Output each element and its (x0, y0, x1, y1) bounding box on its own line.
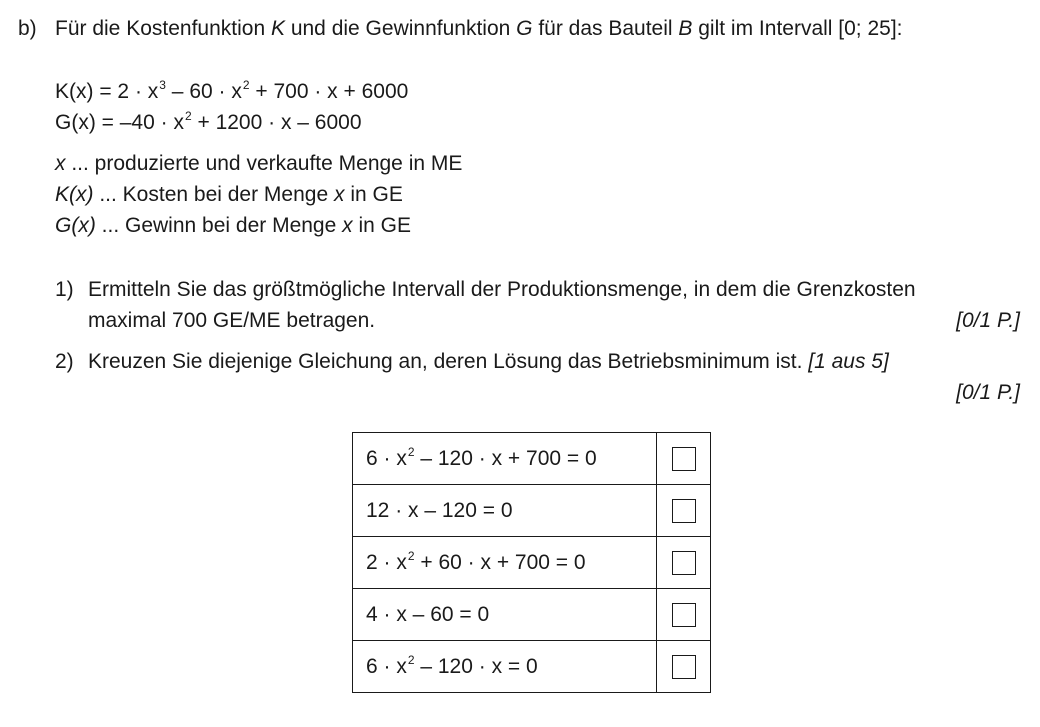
choice-checkbox-5[interactable] (672, 655, 696, 679)
choice-cell-3 (657, 537, 711, 589)
choice-3-part-a: 2 · x (366, 551, 407, 574)
choice-row (353, 641, 711, 693)
choice-3-exp: 2 (407, 549, 415, 563)
choice-4-part-a: 4 · x – 60 = 0 (366, 603, 490, 626)
cost-function-part-a: K(x) = 2 · x (55, 80, 159, 103)
task-2-number: 2) (55, 350, 74, 373)
choice-cell-2 (657, 485, 711, 537)
choice-checkbox-4[interactable] (672, 603, 696, 627)
part-label: b) (18, 17, 37, 40)
choice-row (353, 537, 711, 589)
task-2-text (88, 347, 889, 377)
task-1-line-2: maximal 700 GE/ME betragen. (88, 309, 376, 332)
choice-5-exp: 2 (407, 653, 415, 667)
def-x (55, 149, 462, 179)
profit-function-exp-1: 2 (184, 109, 192, 123)
choice-2-part-a: 12 · x – 120 = 0 (366, 499, 513, 522)
choice-equation-5 (353, 641, 657, 693)
choice-row (353, 589, 711, 641)
choice-cell-5 (657, 641, 711, 693)
def-x-text: ... produzierte und verkaufte Menge in ME (65, 152, 463, 175)
choice-equation-2 (353, 485, 657, 537)
choice-checkbox-2[interactable] (672, 499, 696, 523)
cost-function (55, 77, 408, 107)
choice-equation-3 (353, 537, 657, 589)
choice-cell-4 (657, 589, 711, 641)
choice-1-part-b: – 120 · x + 700 = 0 (414, 447, 597, 470)
def-g-unit: in GE (352, 214, 411, 237)
part-intro (55, 14, 903, 44)
intro-text-3: für das Bauteil (532, 17, 679, 40)
intro-var-g: G (516, 17, 533, 40)
task-2-tag: [1 aus 5] (808, 350, 889, 373)
task-1-points: [0/1 P.] (956, 309, 1020, 332)
choice-1-exp: 2 (407, 445, 415, 459)
choice-equation-4 (353, 589, 657, 641)
choice-checkbox-3[interactable] (672, 551, 696, 575)
choice-5-part-a: 6 · x (366, 655, 407, 678)
choice-row (353, 433, 711, 485)
def-g (55, 211, 411, 241)
def-k-text: ... Kosten bei der Menge (93, 183, 334, 206)
choice-checkbox-1[interactable] (672, 447, 696, 471)
def-g-var: G(x) (55, 214, 96, 237)
def-x-var: x (55, 152, 66, 175)
task-2-line-1: Kreuzen Sie diejenige Gleichung an, deren Lösung das Betriebsminimum ist. (88, 350, 803, 373)
intro-var-k: K (270, 17, 285, 40)
choice-1-part-a: 6 · x (366, 447, 407, 470)
task-1-line-1: Ermitteln Sie das größtmögliche Intervall der Produktionsmenge, in dem die Grenzkosten (88, 278, 916, 301)
choice-5-part-b: – 120 · x = 0 (414, 655, 538, 678)
choice-table (352, 432, 711, 693)
def-g-text: ... Gewinn bei der Menge (95, 214, 343, 237)
intro-text-1: Für die Kostenfunktion (55, 17, 271, 40)
intro-var-b: B (678, 17, 693, 40)
def-g-x: x (342, 214, 353, 237)
cost-function-part-c: + 700 · x + 6000 (249, 80, 409, 103)
cost-function-exp-1: 3 (159, 78, 166, 92)
intro-text-2: und die Gewinnfunktion (284, 17, 517, 40)
def-k-var: K(x) (55, 183, 94, 206)
def-k-unit: in GE (344, 183, 403, 206)
cost-function-exp-2: 2 (242, 78, 250, 92)
def-k-x: x (333, 183, 345, 206)
choice-equation-1 (353, 433, 657, 485)
intro-text-4: gilt im Intervall [0; 25]: (692, 17, 903, 40)
choice-row (353, 485, 711, 537)
profit-function (55, 108, 362, 138)
choice-cell-1 (657, 433, 711, 485)
task-2-points: [0/1 P.] (956, 381, 1020, 404)
profit-function-part-b: + 1200 · x – 6000 (191, 111, 362, 134)
task-1-number: 1) (55, 278, 74, 301)
cost-function-part-b: – 60 · x (165, 80, 242, 103)
def-k (55, 180, 403, 210)
choice-3-part-b: + 60 · x + 700 = 0 (414, 551, 586, 574)
profit-function-part-a: G(x) = –40 · x (55, 111, 184, 134)
